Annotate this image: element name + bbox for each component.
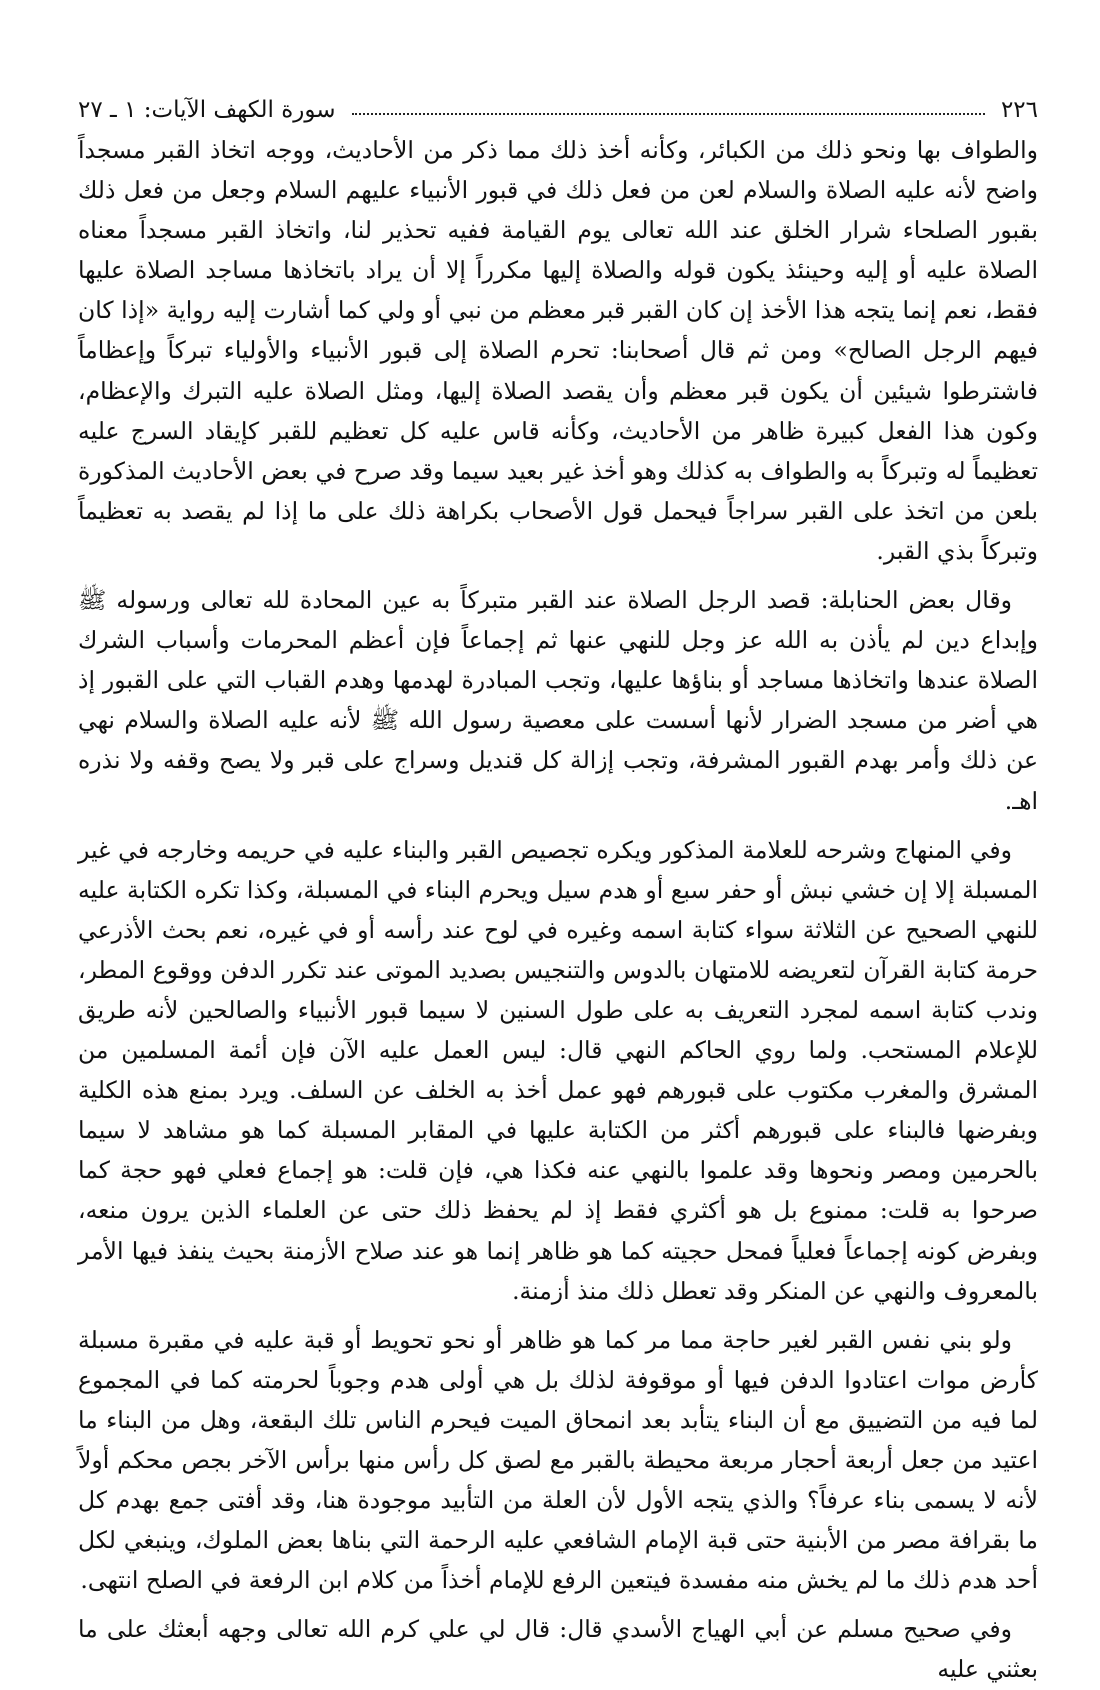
dotted-leader <box>352 113 985 115</box>
chapter-title: سورة الكهف الآيات: ١ ـ ٢٧ <box>78 97 336 123</box>
body-paragraph: وفي المنهاج وشرحه للعلامة المذكور ويكره تجصيص القبر والبناء عليه في حريمه وخارجه في غير المسبلة إلا إن خشي نبش أو حفر سبع أو هدم سيل ويحرم البناء في المسبلة، وكذا تكره الكتابة عليه للنهي الصحيح عن الثلاثة سواء كتابة اسمه وغيره في لوح عند رأسه أو في غيره، نعم بحث الأذرعي حرمة كتابة القرآن لتعريضه للامتهان بالدوس والتنجيس بصديد الموتى عند تكرر الدفن ووقوع المطر، وندب كتابة اسمه لمجرد التعريف به على طول السنين لا سيما قبور الأنبياء والصالحين لأنه طريق للإعلام المستحب. ولما روي الحاكم النهي قال: ليس العمل عليه الآن فإن أئمة المسلمين من المشرق والمغرب مكتوب على قبورهم فهو عمل أخذ به الخلف عن السلف. ويرد بمنع هذه الكلية وبفرضها فالبناء على قبورهم أكثر من الكتابة عليها في المقابر المسبلة كما هو مشاهد لا سيما بالحرمين ومصر ونحوها وقد علموا بالنهي عنه فكذا هي، فإن قلت: هو إجماع فعلي فهو حجة كما صرحوا به قلت: ممنوع بل هو أكثري فقط إذ لم يحفظ ذلك حتى عن العلماء الذين يرون منعه، وبفرض كونه إجماعاً فعلياً فمحل حجيته كما هو ظاهر إنما هو عند صلاح الأزمنة بحيث ينفذ فيها الأمر بالمعروف والنهي عن المنكر وقد تعطل ذلك منذ أزمنة. <box>78 835 1038 1305</box>
body-paragraph: وفي صحيح مسلم عن أبي الهياج الأسدي قال: قال لي علي كرم الله تعالى وجهه أبعثك على ما بعثني عليه <box>78 1615 1038 1684</box>
body-paragraph: وقال بعض الحنابلة: قصد الرجل الصلاة عند القبر متبركاً به عين المحادة لله تعالى ورسوله ﷺ وإبداع دين لم يأذن به الله عز وجل للنهي عنها ثم إجماعاً فإن أعظم المحرمات وأسباب الشرك الصلاة عندها واتخاذها مساجد أو بناؤها عليها، وتجب المبادرة لهدمها وهدم القباب التي على القبور إذ هي أضر من مسجد الضرار لأنها أسست على معصية رسول الله ﷺ لأنه عليه الصلاة والسلام نهي عن ذلك وأمر بهدم القبور المشرفة، وتجب إزالة كل قنديل وسراج على قبر ولا يصح وقفه ولا نذره اهـ. <box>78 586 1038 815</box>
page-number: ٢٢٦ <box>1000 97 1038 123</box>
book-page <box>78 92 1038 1690</box>
body-paragraph: ولو بني نفس القبر لغير حاجة مما مر كما هو ظاهر أو نحو تحويط أو قبة عليه في مقبرة مسبلة كأرض موات اعتادوا الدفن فيها أو موقوفة لذلك بل هي أولى هدم وجوباً لحرمته كما في المجموع لما فيه من التضييق مع أن البناء يتأبد بعد انمحاق الميت فيحرم الناس تلك البقعة، وهل من البناء ما اعتيد من جعل أربعة أحجار مربعة محيطة بالقبر مع لصق كل رأس منها برأس الآخر بجص محكم أولاً لأنه لا يسمى بناء عرفاً؟ والذي يتجه الأول لأن العلة من التأبيد موجودة هنا، وقد أفتى جمع بهدم كل ما بقرافة مصر من الأبنية حتى قبة الإمام الشافعي عليه الرحمة التي بناها بعض الملوك، وينبغي لكل أحد هدم ذلك ما لم يخش منه مفسدة فيتعين الرفع للإمام أخذاً من كلام ابن الرفعة في الصلح انتهى. <box>78 1325 1038 1595</box>
running-head <box>78 92 1038 128</box>
body-paragraph: والطواف بها ونحو ذلك من الكبائر، وكأنه أخذ ذلك مما ذكر من الأحاديث، ووجه اتخاذ القبر مسجداً واضح لأنه عليه الصلاة والسلام لعن من فعل ذلك في قبور الأنبياء عليهم السلام وجعل من فعل ذلك بقبور الصلحاء شرار الخلق عند الله تعالى يوم القيامة ففيه تحذير لنا، واتخاذ القبر مسجداً معناه الصلاة عليه أو إليه وحينئذ يكون قوله والصلاة إليها مكرراً إلا أن يراد باتخاذها مساجد الصلاة عليها فقط، نعم إنما يتجه هذا الأخذ إن كان القبر قبر معظم من نبي أو ولي كما أشارت إليه رواية «إذا كان فيهم الرجل الصالح» ومن ثم قال أصحابنا: تحرم الصلاة إلى قبور الأنبياء والأولياء تبركاً وإعظاماً فاشترطوا شيئين أن يكون قبر معظم وأن يقصد الصلاة إليها، ومثل الصلاة عليه التبرك والإعظام، وكون هذا الفعل كبيرة ظاهر من الأحاديث، وكأنه قاس عليه كل تعظيم للقبر كإيقاد السرج عليه تعظيماً له وتبركاً به والطواف به كذلك وهو أخذ غير بعيد سيما وقد صرح في بعض الأحاديث المذكورة بلعن من اتخذ على القبر سراجاً فيحمل قول الأصحاب بكراهة ذلك على ما إذا لم يقصد به تعظيماً وتبركاً بذي القبر. <box>78 136 1038 565</box>
